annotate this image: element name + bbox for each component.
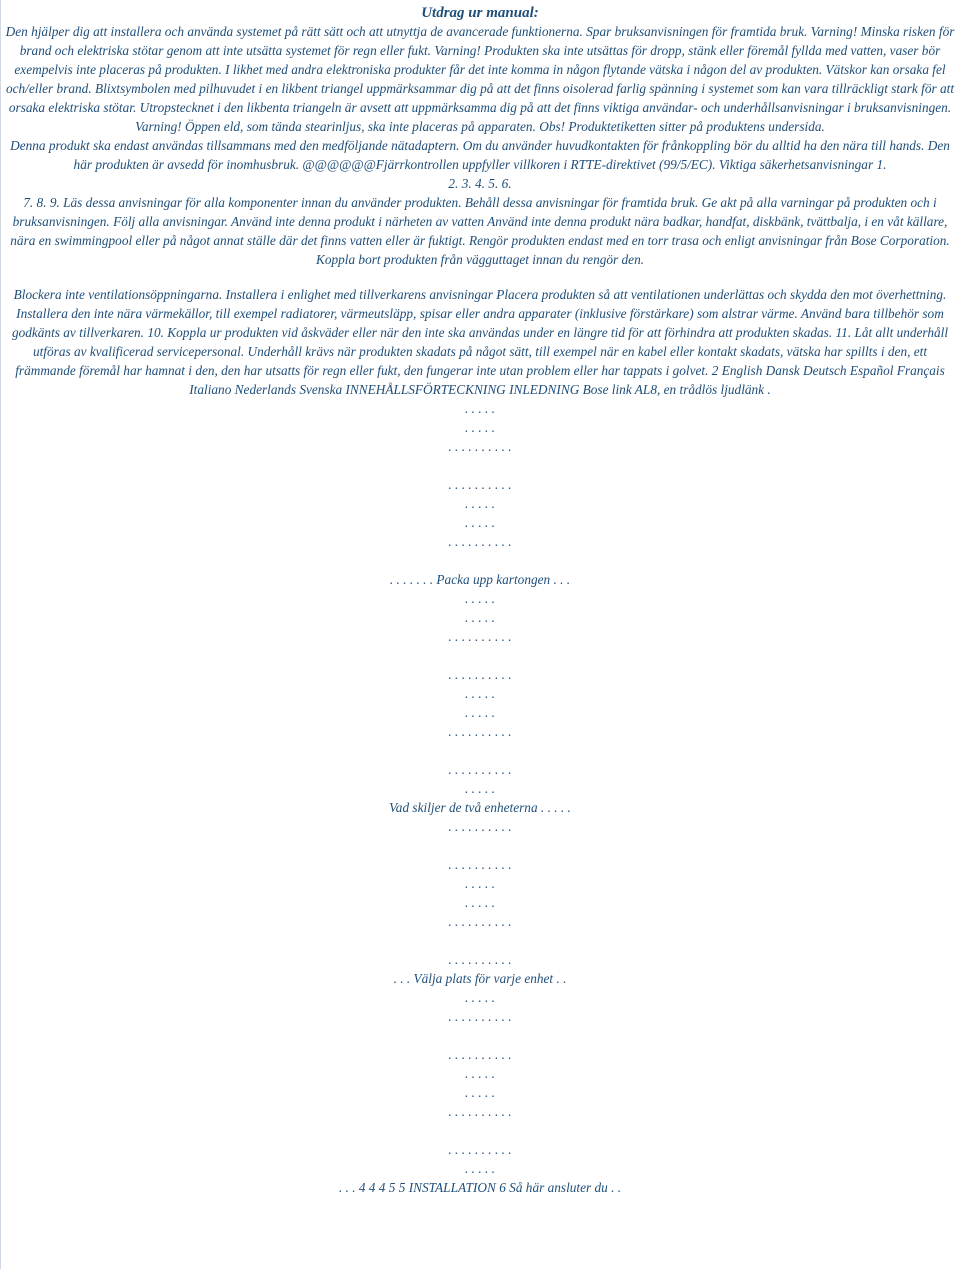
toc-line: . . . . . . . . . . xyxy=(448,439,512,454)
toc-line: . . . . . xyxy=(465,591,495,606)
toc-line: . . . . . . . . . . xyxy=(448,1047,512,1062)
toc-line: . . . . . xyxy=(465,990,495,1005)
toc-line xyxy=(0,1121,960,1140)
toc-line: . . . . . xyxy=(465,401,495,416)
toc-line xyxy=(0,931,960,950)
power-adapter-paragraph: Denna produkt ska endast användas tillsammans med den medföljande nätadaptern. Om du använder huvudkontakten för frånkoppling bör du alltid ha den nära till hands. Den här produkten är avsedd för inomhusbruk. @@@@@@Fjärrkontrollen uppfyller villkoren i RTTE-direktivet (99/5/EC). Viktiga säkerhetsanvisningar 1. xyxy=(10,138,950,172)
toc-line: . . . . . xyxy=(465,515,495,530)
safety-instructions-paragraph: 7. 8. 9. Läs dessa anvisningar för alla komponenter innan du använder produkten. Behåll dessa anvisningar för framtida bruk. Ge akt på alla varningar på produkten och i bruksanvisningen. Följ alla anvisningar. Använd inte denna produkt i närheten av vatten Använd inte denna produkt nära badkar, handfat, diskbänk, tvättbalja, i en våt källare, nära en swimmingpool eller på något annat ställe där det finns vatten eller är fuktigt. Rengör produkten endast med en torr trasa och enligt anvisningar från Bose Corporation. Koppla bort produkten från vägguttaget innan du rengör den. xyxy=(10,195,950,267)
left-margin-line xyxy=(0,0,1,1269)
toc-line: . . . . . xyxy=(465,781,495,796)
toc-line: . . . Välja plats för varje enhet . . xyxy=(393,971,567,986)
toc-line: . . . 4 4 4 5 5 INSTALLATION 6 Så här ansluter du . . xyxy=(338,1180,622,1195)
toc-line xyxy=(0,741,960,760)
toc-line xyxy=(0,456,960,475)
toc-line: . . . . . xyxy=(465,876,495,891)
toc-line: . . . . . . . . . . xyxy=(448,819,512,834)
toc-line: . . . . . . . . . . xyxy=(448,762,512,777)
toc-line xyxy=(0,1026,960,1045)
toc-line: . . . . . . . . . . xyxy=(448,1104,512,1119)
toc-line: . . . . . . . . . . xyxy=(448,477,512,492)
table-of-contents xyxy=(0,399,960,1197)
toc-line: . . . . . . . . . . xyxy=(448,952,512,967)
intro-paragraph: Den hjälper dig att installera och använda systemet på rätt sätt och att utnyttja de avancerade funktionerna. Spar bruksanvisningen för framtida bruk. Varning! Minska risken för brand och elektriska stötar genom att inte utsätta systemet för regn eller fukt. Varning! Produkten ska inte utsättas för dropp, stänk eller föremål fyllda med vatten, vaser bör exempelvis inte placeras på produkten. I likhet med andra elektroniska produkter får det inte komma in någon flytande vätska i någon del av produkten. Vätskor kan orsaka fel och/eller brand. Blixtsymbolen med pilhuvudet i en likbent triangel uppmärksammar dig på att det finns oisolerad farlig spänning i systemet som kan vara tillräckligt stark för att orsaka elektriska stötar. Utropstecknet i den likbenta triangeln är avsett att uppmärksamma dig på att det finns viktiga användar- och underhållsanvisningar i bruksanvisningen. Varning! Öppen eld, som tända stearinljus, ska inte placeras på apparaten. Obs! Produktetiketten sitter på produktens undersida. xyxy=(5,24,955,134)
toc-line: . . . . . . . . . . xyxy=(448,857,512,872)
toc-line: . . . . . xyxy=(465,1161,495,1176)
toc-line: . . . . . xyxy=(465,420,495,435)
numbered-list-paragraph: 2. 3. 4. 5. 6. xyxy=(448,176,512,191)
toc-line: . . . . . xyxy=(465,895,495,910)
toc-line: . . . . . . . . . . xyxy=(448,1009,512,1024)
toc-line: . . . . . xyxy=(465,1066,495,1081)
toc-line: . . . . . xyxy=(465,1085,495,1100)
page-title: Utdrag ur manual: xyxy=(421,5,539,21)
toc-line: . . . . . xyxy=(465,705,495,720)
toc-line: . . . . . . . Packa upp kartongen . . . xyxy=(389,572,571,587)
toc-line: . . . . . . . . . . xyxy=(448,534,512,549)
toc-line xyxy=(0,836,960,855)
toc-line: . . . . . . . . . . xyxy=(448,914,512,929)
toc-line xyxy=(0,646,960,665)
toc-line: . . . . . xyxy=(465,496,495,511)
toc-line: . . . . . xyxy=(465,686,495,701)
ventilation-paragraph: Blockera inte ventilationsöppningarna. Installera i enlighet med tillverkarens anvisningar Placera produkten så att ventilationen underlättas och skydda den mot överhettning. Installera den inte nära värmekällor, till exempel radiatorer, värmeutsläpp, spisar eller andra apparater (inklusive förstärkare) som alstrar värme. Använd bara tillbehör som godkänts av tillverkaren. 10. Koppla ur produkten vid åskväder eller när den inte ska användas under en längre tid för att förhindra att produkten skadas. 11. Låt allt underhåll utföras av kvalificerad servicepersonal. Underhåll krävs när produkten skadats på något sätt, till exempel när en kabel eller kontakt skadats, vätska har spillts i den, ett främmande föremål har hamnat i den, den har utsatts för regn eller fukt, den fungerar inte utan problem eller har tappats i golvet. 2 English Dansk Deutsch Español Français Italiano Nederlands Svenska INNEHÅLLSFÖRTECKNING INLEDNING Bose link AL8, en trådlös ljudlänk . xyxy=(11,287,949,397)
toc-line: . . . . . . . . . . xyxy=(448,1142,512,1157)
toc-line: . . . . . xyxy=(465,610,495,625)
toc-line: Vad skiljer de två enheterna . . . . . xyxy=(389,800,571,815)
toc-line: . . . . . . . . . . xyxy=(448,724,512,739)
toc-line: . . . . . . . . . . xyxy=(448,629,512,644)
toc-line xyxy=(0,551,960,570)
toc-line: . . . . . . . . . . xyxy=(448,667,512,682)
